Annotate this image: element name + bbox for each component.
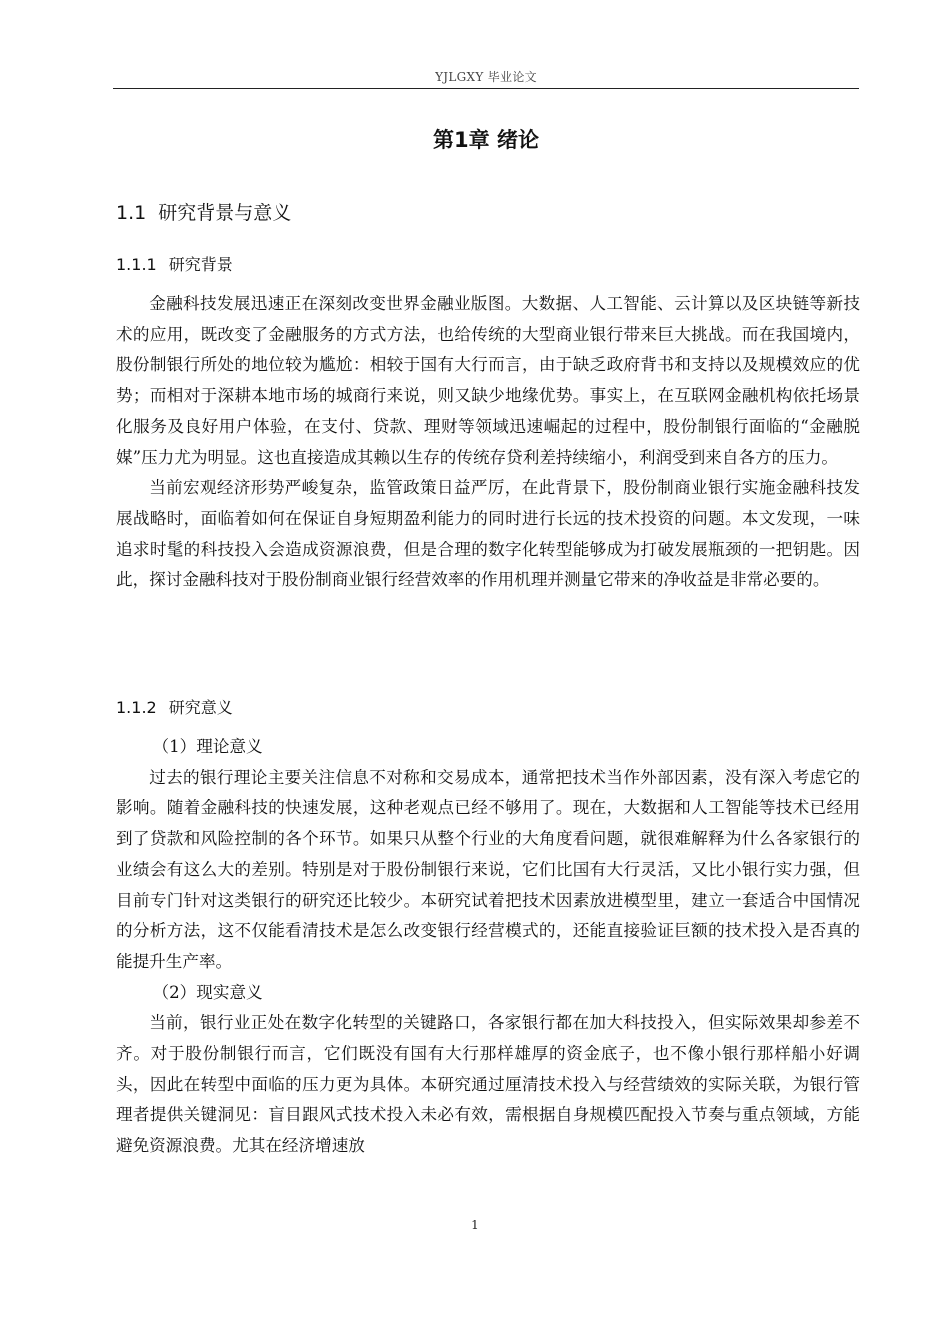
- theory-significance-label: （1）理论意义: [152, 737, 263, 756]
- running-header: YJLGXY 毕业论文: [435, 70, 537, 84]
- practical-significance-paragraph: 当前，银行业正处在数字化转型的关键路口，各家银行都在加大科技投入，但实际效果却参差不齐。对于股份制银行而言，它们既没有国有大行那样雄厚的资金底子，也不像小银行那样船小好调头，因此在转型中面临的压力更为具体。本研究通过厘清技术投入与经营绩效的实际关联，为银行管理者提供关键洞见：盲目跟风式技术投入未必有效，需根据自身规模匹配投入节奏与重点领域，方能避免资源浪费。尤其在经济增速放: [116, 1013, 860, 1156]
- background-paragraph-1: 金融科技发展迅速正在深刻改变世界金融业版图。大数据、人工智能、云计算以及区块链等新技术的应用，既改变了金融服务的方式方法，也给传统的大型商业银行带来巨大挑战。而在我国境内，股份制银行所处的地位较为尴尬：相较于国有大行而言，由于缺乏政府背书和支持以及规模效应的优势；而相对于深耕本地市场的城商行来说，则又缺少地缘优势。事实上，在互联网金融机构依托场景化服务及良好用户体验，在支付、贷款、理财等领域迅速崛起的过程中，股份制银行面临的“金融脱媒”压力尤为明显。这也直接造成其赖以生存的传统存贷利差持续缩小，利润受到来自各方的压力。: [116, 294, 860, 467]
- section-number: 1.1.2: [116, 698, 157, 717]
- chapter-title: 第1章 绪论: [433, 128, 539, 152]
- section-heading-1-1-1: [116, 252, 233, 275]
- theory-significance-paragraph: 过去的银行理论主要关注信息不对称和交易成本，通常把技术当作外部因素，没有深入考虑它的影响。随着金融科技的快速发展，这种老观点已经不够用了。现在，大数据和人工智能等技术已经用到了贷款和风险控制的各个环节。如果只从整个行业的大角度看问题，就很难解释为什么各家银行的业绩会有这么大的差别。特别是对于股份制银行来说，它们比国有大行灵活，又比小银行实力强，但目前专门针对这类银行的研究还比较少。本研究试着把技术因素放进模型里，建立一套适合中国情况的分析方法，这不仅能看清技术是怎么改变银行经营模式的，还能直接验证巨额的技术投入是否真的能提升生产率。: [116, 767, 860, 971]
- header-divider: [113, 88, 859, 89]
- section-title: 研究背景: [168, 255, 233, 274]
- section-title: 研究背景与意义: [158, 202, 292, 224]
- page-number: 1: [471, 1218, 479, 1232]
- section-heading-1-1-2: [116, 695, 233, 718]
- section-number: 1.1.1: [116, 255, 157, 274]
- background-paragraph-2: 当前宏观经济形势严峻复杂，监管政策日益严厉，在此背景下，股份制商业银行实施金融科技发展战略时，面临着如何在保证自身短期盈利能力的同时进行长远的技术投资的问题。本文发现，一味追求时髦的科技投入会造成资源浪费，但是合理的数字化转型能够成为打破发展瓶颈的一把钥匙。因此，探讨金融科技对于股份制商业银行经营效率的作用机理并测量它带来的净收益是非常必要的。: [116, 478, 860, 590]
- background-body: [116, 289, 860, 596]
- significance-body: [116, 732, 860, 1162]
- section-title: 研究意义: [168, 698, 233, 717]
- section-heading-1-1: [116, 198, 291, 225]
- section-number: 1.1: [116, 202, 147, 224]
- practical-significance-label: （2）现实意义: [152, 982, 263, 1002]
